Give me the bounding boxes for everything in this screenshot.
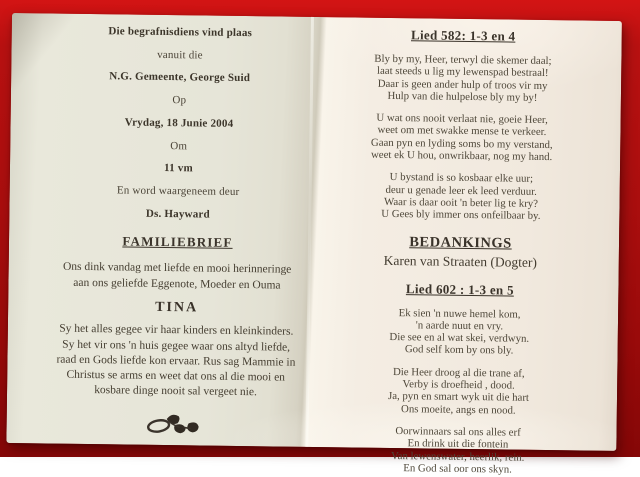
verse-line: En God sal oor ons skyn. — [403, 461, 512, 476]
service-line: Op — [172, 94, 187, 107]
verse-line: Die see en al wat skei, verdwyn. — [389, 331, 530, 345]
hymn1-stanza-3 — [328, 171, 594, 224]
verse-line: weet ek U hou, onwrikbaar, nog my hand. — [370, 148, 553, 164]
hymn1-stanza-2 — [329, 111, 595, 164]
tribute-line: raad en Gods liefde kon ervaar. Rus sag Mammie in — [56, 353, 296, 369]
verse-line: weet om met swakke mense te verkeer. — [377, 124, 547, 139]
service-line: En word waargeneem deur — [116, 184, 240, 198]
verse-line: U wat ons nooit verlaat nie, goeie Heer, — [376, 111, 548, 127]
verse-line: Daar is geen ander hulp of troos vir my — [377, 77, 548, 92]
verse-line: laat steeds u lig my lewenspad bestraal! — [376, 65, 549, 80]
hymn1-stanza-1 — [330, 52, 596, 105]
verse-line: Ja, pyn en smart wyk uit die hart — [387, 390, 530, 405]
tribute-line: Christus se arms en weet dat ons al die mooi en — [66, 368, 286, 384]
rose-decoration — [54, 405, 295, 447]
left-page — [6, 13, 313, 447]
verse-line: Waar is daar ooit 'n beter lig te kry? — [383, 195, 539, 210]
service-line: N.G. Gemeente, George Suid — [109, 70, 251, 85]
verse-line: Verby is droefheid , dood. — [402, 378, 515, 392]
verse-line: 'n aarde nuut en vry. — [415, 319, 504, 333]
verse-line: Ons moeite, angs en nood. — [400, 402, 516, 417]
bedankings-heading: BEDANKINGS — [409, 233, 512, 252]
bedankings-section — [328, 233, 593, 271]
verse-line: Die Heer droog al die trane af, — [392, 365, 525, 380]
service-line: Vrydag, 18 Junie 2004 — [124, 116, 234, 130]
hymn2-stanza-1 — [327, 306, 593, 359]
service-line: Die begrafnisdiens vind plaas — [108, 25, 253, 40]
tribute-line: Sy het alles gegee vir haar kinders en kleinkinders. — [59, 322, 294, 339]
verse-line: Hulp van die hulpelose bly my by! — [387, 89, 538, 104]
tribute-line: kosbare dinge nooit sal vergeet nie. — [94, 384, 257, 399]
tribute-line: Sy het vir ons 'n huis gegee waar ons altyd liefde, — [62, 338, 291, 354]
hymn2-stanza-3 — [325, 424, 591, 477]
service-line: Om — [170, 139, 188, 152]
service-line: Ds. Hayward — [145, 207, 210, 221]
verse-line: U Gees bly immer ons onfeilbaar by. — [381, 208, 541, 223]
funeral-program-booklet — [6, 13, 622, 476]
tribute-paragraph — [55, 322, 297, 401]
right-page — [307, 17, 622, 476]
hymn2-title: Lied 602 : 1-3 en 5 — [405, 280, 514, 298]
hymn1-title: Lied 582: 1-3 en 4 — [410, 27, 516, 44]
service-line: 11 vm — [163, 162, 193, 175]
verse-line: Gaan pyn en lyding soms bo my verstand, — [370, 136, 553, 151]
verse-line: Bly by my, Heer, terwyl die skemer daal; — [374, 52, 552, 68]
verse-line: Oorwinnaars sal ons alles erf — [395, 424, 521, 439]
verse-line: Ek sien 'n nuwe hemel kom, — [398, 306, 521, 321]
intro-line: aan ons geliefde Eggenote, Moeder en Ouma — [73, 277, 281, 292]
intro-line: Ons dink vandag met liefde en mooi herinneringe — [62, 261, 292, 277]
service-line: vanuit die — [157, 48, 203, 62]
verse-line: U bystand is so kosbaar elke uur; — [389, 171, 534, 186]
verse-line: Van lewenswater, heerlik, rein. — [391, 449, 525, 464]
familiebrief-heading: FAMILIEBRIEF — [122, 233, 233, 251]
verse-line: God self kom by ons bly. — [404, 343, 514, 358]
familiebrief-intro — [56, 259, 297, 294]
deceased-name: TINA — [155, 300, 199, 316]
rose-icon — [143, 406, 207, 441]
bedankings-person: Karen van Straaten (Dogter) — [383, 252, 538, 270]
hymn2-stanza-2 — [326, 365, 592, 418]
verse-line: deur u genade leer ek leed verduur. — [385, 183, 537, 198]
verse-line: En drink uit die fontein — [407, 437, 509, 451]
